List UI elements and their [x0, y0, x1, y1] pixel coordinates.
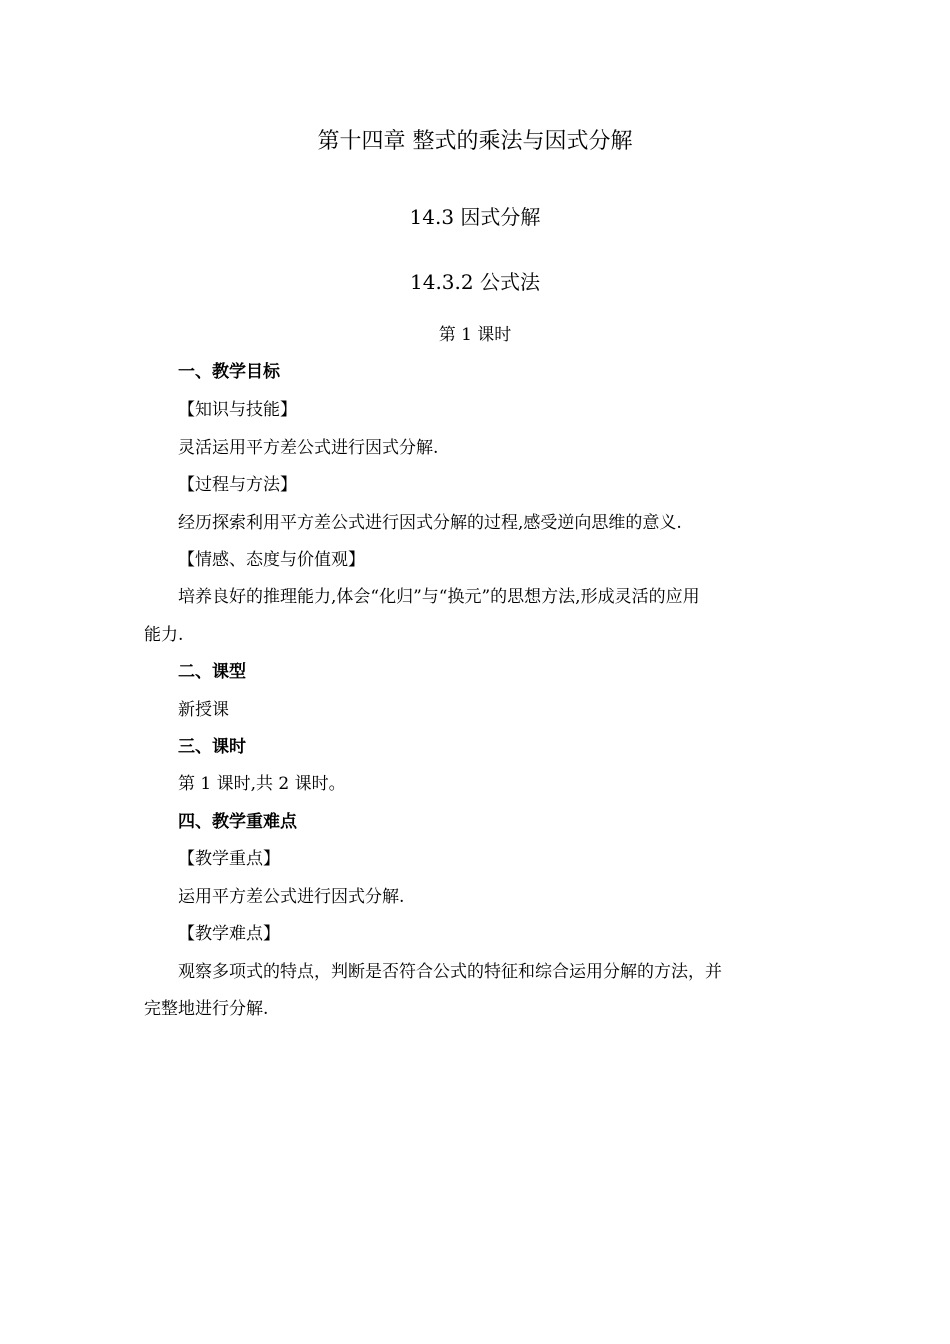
chapter-title: 第十四章 整式的乘法与因式分解 [317, 129, 633, 154]
key-text: 运用平方差公式进行因式分解. [178, 887, 405, 907]
lesson-type-text: 新授课 [178, 700, 229, 720]
emotion-text-line1: 培养良好的推理能力,体会“化归”与“换元”的思想方法,形成灵活的应用 [178, 587, 700, 607]
difficult-text-line2: 完整地进行分解. [144, 999, 269, 1019]
process-label: 【过程与方法】 [178, 475, 297, 495]
emotion-text-line2: 能力. [144, 625, 184, 645]
lesson-label: 第 1 课时 [438, 325, 512, 345]
process-text: 经历探索利用平方差公式进行因式分解的过程,感受逆向思维的意义. [178, 513, 682, 533]
objectives-heading: 一、教学目标 [178, 362, 280, 382]
knowledge-text: 灵活运用平方差公式进行因式分解. [178, 438, 439, 458]
emotion-label: 【情感、态度与价值观】 [178, 550, 365, 570]
knowledge-label: 【知识与技能】 [178, 400, 297, 420]
lesson-type-heading: 二、课型 [178, 662, 246, 682]
lesson-hours-heading: 三、课时 [178, 737, 246, 757]
key-label: 【教学重点】 [178, 849, 280, 869]
difficult-label: 【教学难点】 [178, 924, 280, 944]
key-points-heading: 四、教学重难点 [178, 812, 297, 832]
difficult-text-line1: 观察多项式的特点，判断是否符合公式的特征和综合运用分解的方法，并 [178, 962, 722, 982]
subsection-title: 14.3.2 公式法 [410, 270, 540, 294]
section-title: 14.3 因式分解 [409, 205, 541, 229]
lesson-hours-text: 第 1 课时,共 2 课时。 [178, 774, 346, 794]
